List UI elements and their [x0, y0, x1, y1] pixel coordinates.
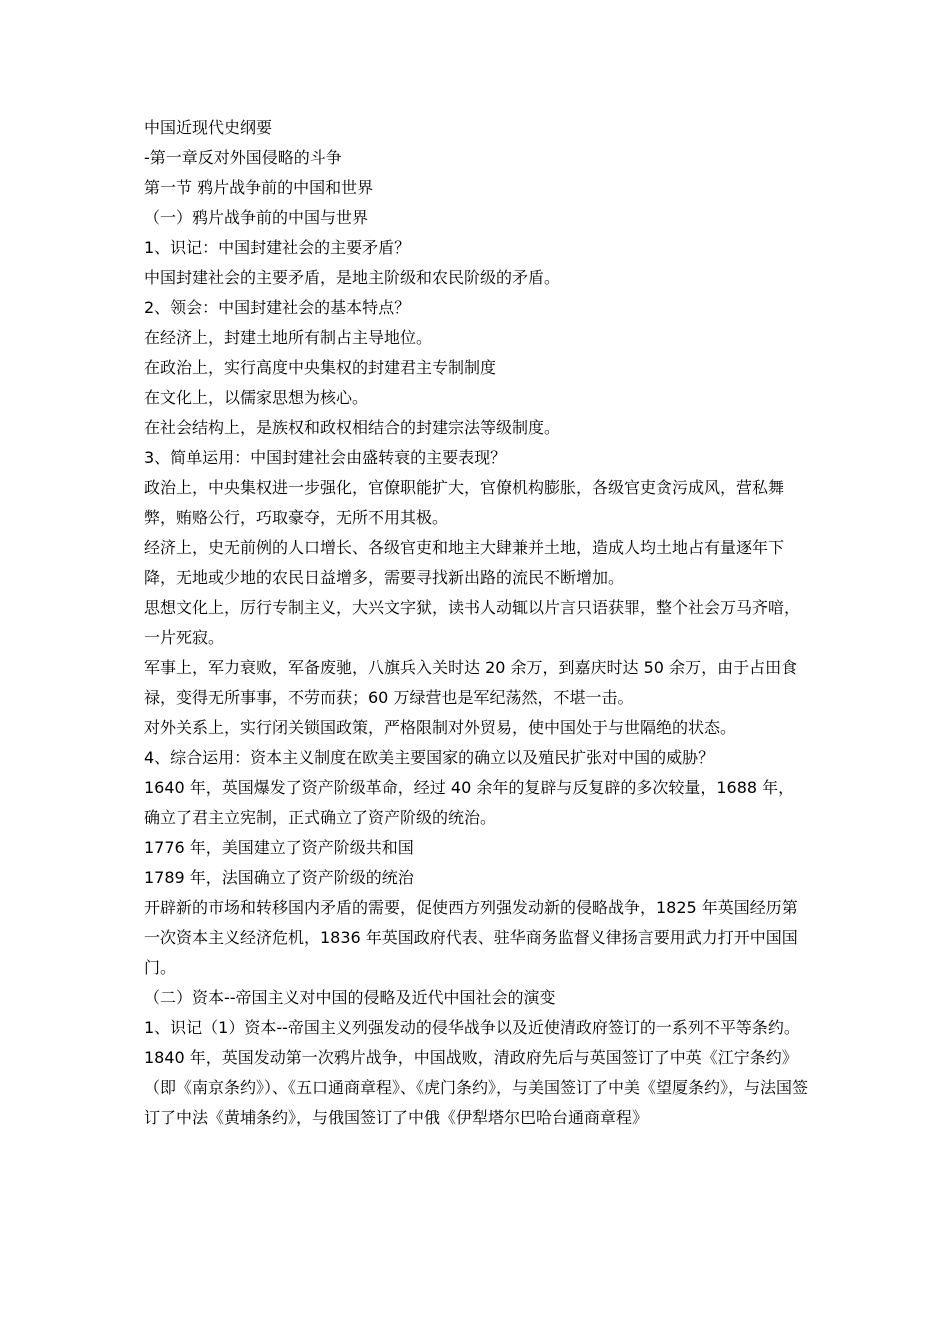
subsection-heading: （二）资本--帝国主义对中国的侵略及近代中国社会的演变: [144, 988, 556, 1007]
paragraph: 在社会结构上，是族权和政权相结合的封建宗法等级制度。: [144, 418, 561, 437]
paragraph: 经济上，史无前例的人口增长、各级官吏和地主大肆兼并土地，造成人均土地占有量逐年下降，无地或少地的农民日益增多，需要寻找新出路的流民不断增加。: [144, 538, 785, 587]
section-heading: 第一节 鸦片战争前的中国和世界: [144, 178, 374, 197]
paragraph: 在经济上，封建土地所有制占主导地位。: [144, 328, 433, 347]
question-3: 3、简单运用：中国封建社会由盛转衰的主要表现？: [144, 448, 507, 467]
paragraph: 思想文化上，厉行专制主义，大兴文字狱，读书人动辄以片言只语获罪，整个社会万马齐喑，一片死寂。: [144, 598, 801, 647]
paragraph: 在文化上，以儒家思想为核心。: [144, 388, 369, 407]
paragraph: 开辟新的市场和转移国内矛盾的需要，促使西方列强发动新的侵略战争，1825 年英国经历第一次资本主义经济危机，1836 年英国政府代表、驻华商务监督义律扬言要用武力打开中国国门。: [144, 898, 798, 977]
paragraph: 1776 年，美国建立了资产阶级共和国: [144, 838, 414, 857]
document-title: 中国近现代史纲要: [144, 118, 273, 137]
question-1: 1、识记：中国封建社会的主要矛盾？: [144, 238, 411, 257]
subsection-heading: （一）鸦片战争前的中国与世界: [144, 208, 369, 227]
paragraph: 在政治上，实行高度中央集权的封建君主专制制度: [144, 358, 497, 377]
paragraph: 军事上，军力衰败，军备废驰，八旗兵入关时达 20 余万，到嘉庆时达 50 余万，由于占田食禄，变得无所事事，不劳而获；60 万绿营也是军纪荡然，不堪一击。: [144, 658, 798, 707]
question-4: 4、综合运用：资本主义制度在欧美主要国家的确立以及殖民扩张对中国的威胁？: [144, 748, 715, 767]
paragraph: 1789 年，法国确立了资产阶级的统治: [144, 868, 414, 887]
paragraph: 1840 年，英国发动第一次鸦片战争，中国战败，清政府先后与英国签订了中英《江宁条约》（即《南京条约》）、《五口通商章程》、《虎门条约》，与美国签订了中美《望厦条约》，与法国签订了中法《黄埔条约》，与俄国签订了中俄《伊犁塔尔巴哈台通商章程》: [144, 1048, 809, 1127]
paragraph: 中国封建社会的主要矛盾，是地主阶级和农民阶级的矛盾。: [144, 268, 561, 287]
paragraph: 1640 年，英国爆发了资产阶级革命，经过 40 余年的复辟与反复辟的多次较量，1688 年，确立了君主立宪制，正式确立了资产阶级的统治。: [144, 778, 795, 827]
question-1: 1、识记（1）资本--帝国主义列强发动的侵华战争以及近使清政府签订的一系列不平等条约。: [144, 1018, 800, 1037]
question-2: 2、领会：中国封建社会的基本特点？: [144, 298, 411, 317]
chapter-heading: -第一章反对外国侵略的斗争: [144, 148, 342, 167]
paragraph: 对外关系上，实行闭关锁国政策，严格限制对外贸易，使中国处于与世隔绝的状态。: [144, 718, 737, 737]
paragraph: 政治上，中央集权进一步强化，官僚职能扩大，官僚机构膨胀，各级官吏贪污成风，营私舞弊，贿赂公行，巧取豪夺，无所不用其极。: [144, 478, 785, 527]
document-body: [144, 113, 808, 1133]
